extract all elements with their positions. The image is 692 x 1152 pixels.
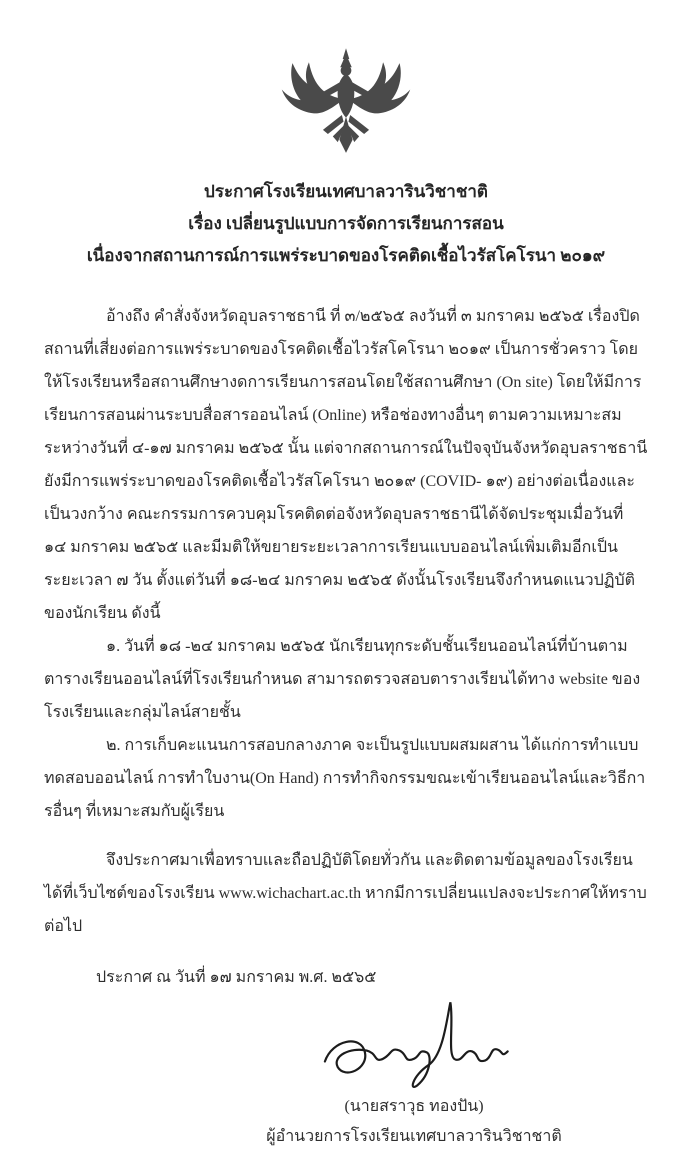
title-line-2: เรื่อง เปลี่ยนรูปแบบการจัดการเรียนการสอน	[188, 214, 504, 233]
announcement-document	[0, 42, 692, 1145]
paragraph-item-2: ๒. การเก็บคะแนนการสอบกลางภาค จะเป็นรูปแบบผสมผสาน ได้แก่การทำแบบทดสอบออนไลน์ การทำใบงาน(On Hand) การทำกิจกรรมขณะเข้าเรียนออนไลน์และวิธีการอื่นๆ ที่เหมาะสมกับผู้เรียน	[44, 737, 646, 820]
closing-paragraph: จึงประกาศมาเพื่อทราบและถือปฏิบัติโดยทั่วกัน และติดตามข้อมูลของโรงเรียนได้ที่เว็บไซต์ของโรงเรียน www.wichachart.ac.th หากมีการเปลี่ยนแปลงจะประกาศให้ทราบต่อไป	[44, 852, 647, 935]
signatory-position: ผู้อำนวยการโรงเรียนเทศบาลวารินวิชาชาติ	[266, 1128, 562, 1145]
announcement-date: ประกาศ ณ วันที่ ๑๗ มกราคม พ.ศ. ๒๕๖๕	[96, 969, 377, 986]
paragraph-item-1: ๑. วันที่ ๑๘ -๒๔ มกราคม ๒๕๖๕ นักเรียนทุกระดับชั้นเรียนออนไลน์ที่บ้านตามตารางเรียนออนไลน์ที่โรงเรียนกำหนด สามารถตรวจสอบตารางเรียนได้ทาง website ของโรงเรียนและกลุ่มไลน์สายชั้น	[44, 638, 641, 721]
title-line-1: ประกาศโรงเรียนเทศบาลวารินวิชาชาติ	[204, 182, 488, 201]
body-text	[44, 300, 648, 943]
title-line-3: เนื่องจากสถานการณ์การแพร่ระบาดของโรคติดเชื้อไวรัสโคโรนา ๒๐๑๙	[86, 246, 606, 265]
paragraph-reference: อ้างถึง คำสั่งจังหวัดอุบลราชธานี ที่ ๓/๒๕๖๕ ลงวันที่ ๓ มกราคม ๒๕๖๕ เรื่องปิดสถานที่เสี่ยงต่อการแพร่ระบาดของโรคติดเชื้อไวรัสโคโรนา ๒๐๑๙ เป็นการชั่วคราว โดยให้โรงเรียนหรือสถานศึกษางดการเรียนการสอนโดยใช้สถานศึกษา (On site) โดยให้มีการเรียนการสอนผ่านระบบสื่อสารออนไลน์ (Online) หรือช่องทางอื่นๆ ตามความเหมาะสมระหว่างวันที่ ๔-๑๗ มกราคม ๒๕๖๕ นั้น แต่จากสถานการณ์ในปัจจุบันจังหวัดอุบลราชธานียังมีการแพร่ระบาดของโรคติดเชื้อไวรัสโคโรนา ๒๐๑๙ (COVID- ๑๙) อย่างต่อเนื่องและเป็นวงกว้าง คณะกรรมการควบคุมโรคติดต่อจังหวัดอุบลราชธานีได้จัดประชุมเมื่อวันที่ ๑๔ มกราคม ๒๕๖๕ และมีมติให้ขยายระยะเวลาการเรียนแบบออนไลน์เพิ่มเติมอีกเป็นระยะเวลา ๗ วัน ตั้งแต่วันที่ ๑๘-๒๔ มกราคม ๒๕๖๕ ดังนั้นโรงเรียนจึงกำหนดแนวปฏิบัติของนักเรียน ดังนี้	[44, 308, 648, 622]
garuda-emblem	[44, 42, 648, 160]
signatory-name: (นายสราวุธ ทองปัน)	[344, 1098, 484, 1115]
handwritten-signature	[314, 996, 514, 1096]
garuda-emblem-graphic	[276, 42, 416, 160]
signature-block	[204, 996, 624, 1152]
title-block	[44, 176, 648, 272]
